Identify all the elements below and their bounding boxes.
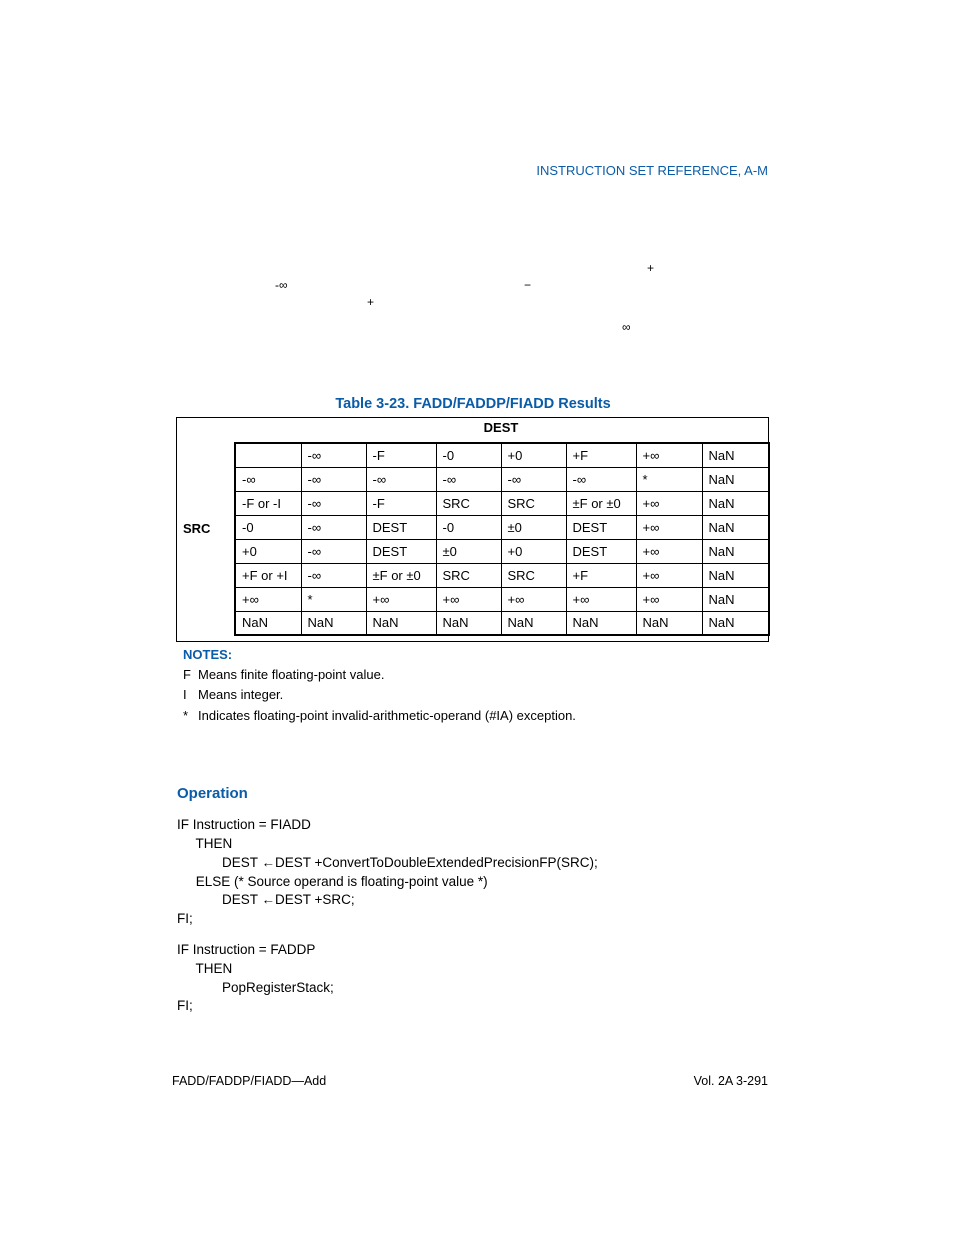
- table-cell: ±0: [436, 539, 501, 563]
- table-cell: DEST: [366, 515, 436, 539]
- note-symbol: *: [183, 708, 189, 723]
- notes-heading: NOTES:: [183, 647, 233, 662]
- table-cell: +0: [235, 539, 301, 563]
- table-cell: +∞: [501, 587, 566, 611]
- code-line: IF Instruction = FIADD: [177, 817, 311, 832]
- table-cell: NaN: [636, 611, 702, 635]
- table-cell: NaN: [436, 611, 501, 635]
- table-cell: +∞: [566, 587, 636, 611]
- footer-page: Vol. 2A 3-291: [693, 1074, 768, 1088]
- table-cell: DEST: [566, 515, 636, 539]
- src-header: SRC: [183, 521, 211, 536]
- table-cell: +∞: [436, 587, 501, 611]
- code-line: FI;: [177, 911, 193, 926]
- table-cell: NaN: [702, 491, 769, 515]
- note-item: [183, 667, 384, 682]
- table-row: [235, 611, 769, 635]
- table-cell: -∞: [301, 443, 366, 467]
- table-row: [235, 443, 769, 467]
- table-cell: -0: [436, 443, 501, 467]
- table-row: [235, 491, 769, 515]
- table-cell: +F: [566, 563, 636, 587]
- table-title: Table 3-23. FADD/FADDP/FIADD Results: [335, 396, 611, 412]
- code-line: DEST ←DEST +SRC;: [177, 892, 355, 907]
- table-row: [235, 563, 769, 587]
- table-cell: +∞: [636, 515, 702, 539]
- note-text: Indicates floating-point invalid-arithmetic-operand (#IA) exception.: [198, 708, 576, 723]
- table-cell: -∞: [301, 491, 366, 515]
- table-cell: DEST: [366, 539, 436, 563]
- table-cell: +∞: [636, 491, 702, 515]
- stray-symbol: +: [367, 295, 375, 309]
- table-cell: -0: [436, 515, 501, 539]
- table-cell: -∞: [301, 563, 366, 587]
- code-line: THEN: [177, 961, 233, 976]
- table-cell: DEST: [566, 539, 636, 563]
- table-cell: +∞: [636, 587, 702, 611]
- operation-heading: Operation: [177, 785, 248, 802]
- code-line: PopRegisterStack;: [177, 980, 334, 995]
- table-cell: NaN: [702, 539, 769, 563]
- table-cell: -∞: [366, 467, 436, 491]
- table-row: [235, 515, 769, 539]
- table-cell: SRC: [436, 491, 501, 515]
- results-table: [234, 442, 770, 636]
- table-cell: -F or -I: [235, 491, 301, 515]
- table-cell: [235, 443, 301, 467]
- code-line: IF Instruction = FADDP: [177, 942, 316, 957]
- stray-symbol: +: [647, 261, 655, 275]
- table-cell: -F: [366, 443, 436, 467]
- running-header: INSTRUCTION SET REFERENCE, A-M: [536, 163, 768, 178]
- stray-symbol: -∞: [275, 278, 288, 292]
- code-line: THEN: [177, 836, 233, 851]
- table-cell: -∞: [436, 467, 501, 491]
- table-cell: SRC: [501, 491, 566, 515]
- table-cell: -F: [366, 491, 436, 515]
- code-line: FI;: [177, 998, 193, 1013]
- table-cell: -∞: [235, 467, 301, 491]
- table-cell: *: [301, 587, 366, 611]
- table-cell: NaN: [702, 611, 769, 635]
- table-cell: +0: [501, 539, 566, 563]
- table-cell: NaN: [501, 611, 566, 635]
- table-cell: ±F or ±0: [566, 491, 636, 515]
- table-cell: ±0: [501, 515, 566, 539]
- table-cell: +F or +I: [235, 563, 301, 587]
- code-line: ELSE (* Source operand is floating-point value *): [177, 874, 488, 889]
- table-cell: NaN: [301, 611, 366, 635]
- table-cell: SRC: [501, 563, 566, 587]
- table-cell: -∞: [301, 467, 366, 491]
- table-cell: -∞: [301, 515, 366, 539]
- table-cell: NaN: [702, 587, 769, 611]
- table-cell: NaN: [235, 611, 301, 635]
- table-cell: +∞: [636, 563, 702, 587]
- table-cell: +F: [566, 443, 636, 467]
- note-symbol: I: [183, 687, 187, 702]
- table-cell: +∞: [636, 539, 702, 563]
- table-cell: -∞: [501, 467, 566, 491]
- note-text: Means integer.: [198, 687, 284, 702]
- table-cell: +∞: [235, 587, 301, 611]
- note-text: Means finite floating-point value.: [198, 667, 385, 682]
- table-row: [235, 587, 769, 611]
- table-cell: +∞: [366, 587, 436, 611]
- dest-header: DEST: [483, 420, 519, 435]
- table-cell: *: [636, 467, 702, 491]
- table-cell: -∞: [566, 467, 636, 491]
- table-cell: -0: [235, 515, 301, 539]
- stray-symbol: −: [524, 278, 532, 292]
- table-cell: ±F or ±0: [366, 563, 436, 587]
- table-cell: NaN: [702, 515, 769, 539]
- stray-symbol: ∞: [622, 320, 631, 334]
- table-cell: NaN: [702, 467, 769, 491]
- table-cell: SRC: [436, 563, 501, 587]
- table-cell: +0: [501, 443, 566, 467]
- table-row: [235, 539, 769, 563]
- footer-title: FADD/FADDP/FIADD—Add: [172, 1074, 327, 1088]
- table-cell: NaN: [702, 443, 769, 467]
- note-symbol: F: [183, 667, 191, 682]
- note-item: [183, 687, 283, 702]
- note-item: [183, 708, 576, 723]
- table-row: [235, 467, 769, 491]
- table-cell: NaN: [566, 611, 636, 635]
- table-cell: NaN: [366, 611, 436, 635]
- table-cell: NaN: [702, 563, 769, 587]
- table-cell: -∞: [301, 539, 366, 563]
- table-cell: +∞: [636, 443, 702, 467]
- code-line: DEST ←DEST +ConvertToDoubleExtendedPrecisionFP(SRC);: [177, 855, 598, 870]
